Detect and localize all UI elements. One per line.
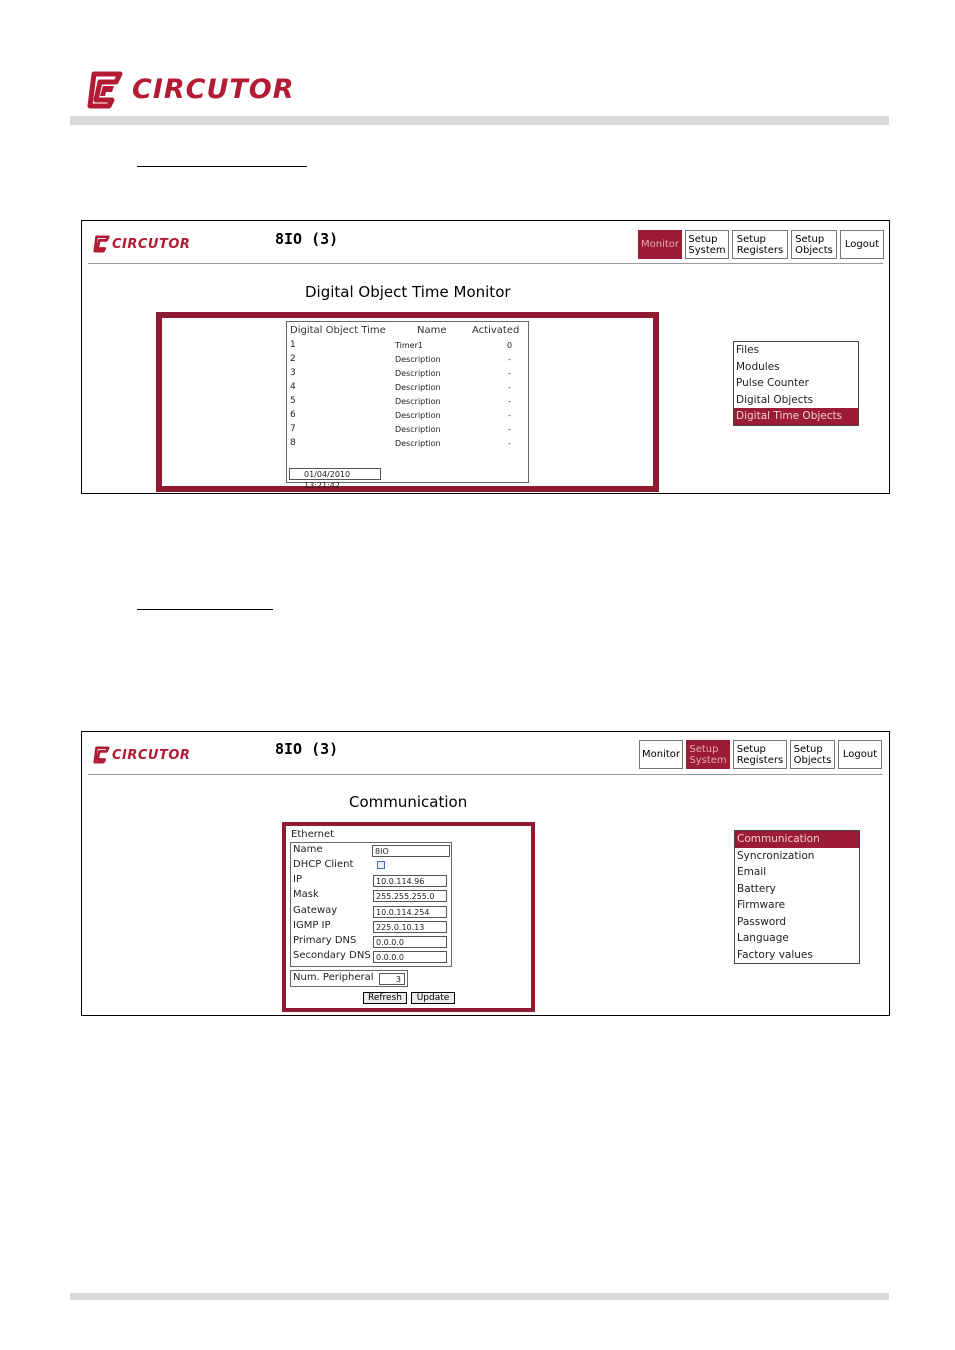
footer-divider xyxy=(70,1293,889,1300)
brand-logo xyxy=(86,70,326,112)
top-nav xyxy=(638,230,884,259)
gateway-input[interactable]: 10.0.114.254 xyxy=(373,906,447,918)
row-activated: - xyxy=(508,369,511,378)
row-id: 1 xyxy=(290,340,296,350)
row-name: Description xyxy=(395,369,441,378)
menu-item-syncronization[interactable]: Syncronization xyxy=(737,849,815,862)
menu-item-modules[interactable]: Modules xyxy=(736,360,780,373)
device-title: 8IO (3) xyxy=(275,740,339,758)
row-id: 3 xyxy=(290,368,296,378)
field-label-igmp-ip: IGMP IP xyxy=(293,920,331,931)
menu-item-digital-time-objects[interactable]: Digital Time Objects xyxy=(734,408,858,425)
row-id: 2 xyxy=(290,354,296,364)
peripheral-input[interactable]: 3 xyxy=(379,973,405,985)
menu-item-firmware[interactable]: Firmware xyxy=(737,899,786,911)
menu-item-digital-objects[interactable]: Digital Objects xyxy=(736,393,814,406)
menu-item-language[interactable]: Language xyxy=(737,932,789,944)
field-label-mask: Mask xyxy=(293,889,319,900)
circutor-logo-icon xyxy=(86,70,126,110)
row-activated: - xyxy=(508,397,511,406)
row-id: 8 xyxy=(290,438,296,448)
row-activated: - xyxy=(508,355,511,364)
row-id: 5 xyxy=(290,396,296,406)
dhcp-client-checkbox[interactable] xyxy=(377,861,385,869)
name-input[interactable]: 8IO xyxy=(372,845,450,857)
field-label-ip: IP xyxy=(293,874,302,885)
menu-item-files[interactable]: Files xyxy=(736,344,760,356)
col-header-object: Digital Object Time xyxy=(290,325,386,336)
app-logo-text: CIRCUTOR xyxy=(112,748,191,763)
secondary-dns-input[interactable]: 0.0.0.0 xyxy=(373,951,447,963)
update-button[interactable]: Update xyxy=(411,992,455,1004)
row-name: Description xyxy=(395,411,441,420)
nav-monitor[interactable]: Monitor xyxy=(639,740,683,769)
nav-logout[interactable]: Logout xyxy=(840,230,884,259)
row-activated: - xyxy=(508,439,511,448)
field-label-name: Name xyxy=(293,844,323,855)
igmp-ip-input[interactable]: 225.0.10.13 xyxy=(373,921,447,933)
menu-item-battery[interactable]: Battery xyxy=(737,882,776,895)
row-name: Timer1 xyxy=(395,341,423,350)
primary-dns-input[interactable]: 0.0.0.0 xyxy=(373,936,447,948)
nav-setup-objects[interactable]: Setup Objects xyxy=(790,740,835,769)
row-activated: - xyxy=(508,383,511,392)
monitor-screenshot xyxy=(81,220,890,494)
communication-screenshot xyxy=(81,731,890,1016)
app-header-divider xyxy=(88,263,883,264)
monitor-side-menu xyxy=(733,341,859,426)
nav-setup-system[interactable]: Setup System xyxy=(686,740,730,769)
app-header-divider xyxy=(88,774,883,775)
row-id: 7 xyxy=(290,424,296,434)
row-name: Description xyxy=(395,383,441,392)
ethernet-group-label: Ethernet xyxy=(291,829,335,840)
header-divider xyxy=(70,116,889,125)
field-label-primary-dns: Primary DNS xyxy=(293,935,357,946)
row-name: Description xyxy=(395,425,441,434)
row-name: Description xyxy=(395,439,441,448)
menu-item-email[interactable]: Email xyxy=(737,866,767,878)
menu-item-password[interactable]: Password xyxy=(737,915,787,928)
top-nav xyxy=(639,740,882,769)
menu-item-pulse-counter[interactable]: Pulse Counter xyxy=(736,377,809,389)
row-activated: 0 xyxy=(507,341,513,350)
refresh-button[interactable]: Refresh xyxy=(363,992,407,1004)
section-heading-underline-1 xyxy=(137,166,307,167)
field-label-peripheral: Num. Peripheral xyxy=(293,972,374,983)
field-label-gateway: Gateway xyxy=(293,905,338,916)
circutor-logo-icon xyxy=(93,746,111,764)
nav-monitor[interactable]: Monitor xyxy=(638,230,682,259)
row-id: 4 xyxy=(290,382,296,392)
app-logo xyxy=(93,746,193,766)
panel-title: Communication xyxy=(349,793,468,811)
nav-setup-registers[interactable]: Setup Registers xyxy=(733,740,787,769)
field-label-secondary-dns: Secondary DNS xyxy=(293,950,371,961)
row-name: Description xyxy=(395,397,441,406)
circutor-logo-icon xyxy=(93,235,111,253)
panel-title: Digital Object Time Monitor xyxy=(305,283,511,301)
menu-item-communication[interactable]: Communication xyxy=(735,831,859,848)
ip-input[interactable]: 10.0.114.96 xyxy=(373,875,447,887)
section-heading-underline-2 xyxy=(137,609,273,610)
col-header-activated: Activated xyxy=(472,325,520,336)
nav-logout[interactable]: Logout xyxy=(838,740,882,769)
row-id: 6 xyxy=(290,410,296,420)
app-logo xyxy=(93,235,193,255)
row-name: Description xyxy=(395,355,441,364)
menu-item-factory-values[interactable]: Factory values xyxy=(737,948,813,961)
system-side-menu xyxy=(734,830,860,964)
app-logo-text: CIRCUTOR xyxy=(112,237,191,252)
mask-input[interactable]: 255.255.255.0 xyxy=(373,890,447,902)
nav-setup-system[interactable]: Setup System xyxy=(685,230,729,259)
row-activated: - xyxy=(508,411,511,420)
col-header-name: Name xyxy=(417,325,447,336)
field-label-dhcp: DHCP Client xyxy=(293,859,354,870)
nav-setup-objects[interactable]: Setup Objects xyxy=(791,230,837,259)
brand-name: CIRCUTOR xyxy=(132,74,295,105)
row-activated: - xyxy=(508,425,511,434)
time-objects-table xyxy=(286,321,529,490)
device-title: 8IO (3) xyxy=(275,230,339,248)
timestamp-field: 01/04/2010 13:21:42 xyxy=(289,468,381,480)
nav-setup-registers[interactable]: Setup Registers xyxy=(732,230,788,259)
